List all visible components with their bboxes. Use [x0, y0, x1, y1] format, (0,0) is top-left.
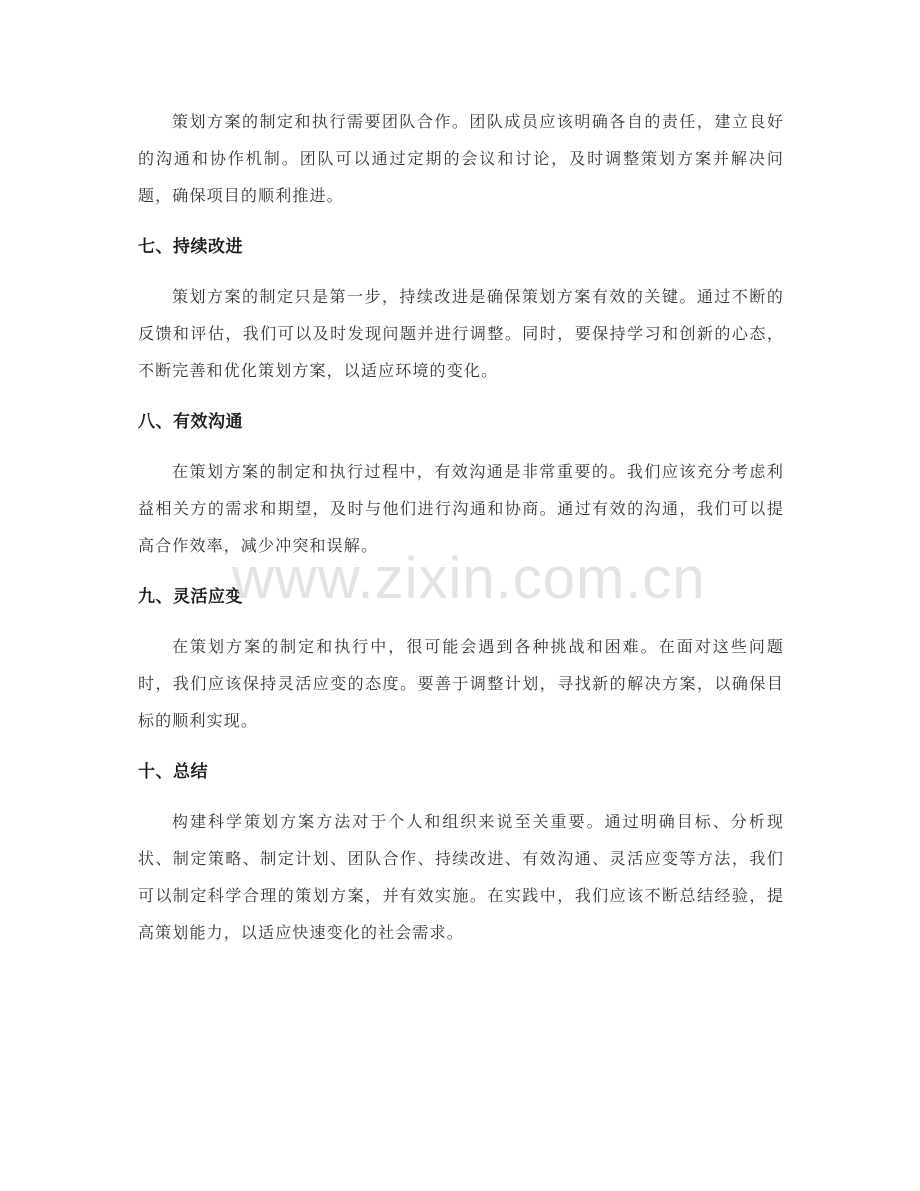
watermark: www.zixin.com.cn [232, 546, 706, 611]
paragraph-team-cooperation: 策划方案的制定和执行需要团队合作。团队成员应该明确各自的责任，建立良好的沟通和协作机制。团队可以通过定期的会议和讨论，及时调整策划方案并解决问题，确保项目的顺利推进。 [138, 112, 784, 205]
document-body [138, 103, 784, 951]
heading-summary: 十、总结 [138, 762, 208, 782]
paragraph-continuous-improvement: 策划方案的制定只是第一步，持续改进是确保策划方案有效的关键。通过不断的反馈和评估，我们可以及时发现问题并进行调整。同时，要保持学习和创新的心态，不断完善和优化策划方案，以适应环境的变化。 [138, 287, 784, 380]
paragraph-effective-communication: 在策划方案的制定和执行过程中，有效沟通是非常重要的。我们应该充分考虑利益相关方的需求和期望，及时与他们进行沟通和协商。通过有效的沟通，我们可以提高合作效率，减少冲突和误解。 [138, 462, 784, 555]
heading-continuous-improvement: 七、持续改进 [138, 237, 243, 257]
paragraph-flexible-response: 在策划方案的制定和执行中，很可能会遇到各种挑战和困难。在面对这些问题时，我们应该保持灵活应变的态度。要善于调整计划，寻找新的解决方案，以确保目标的顺利实现。 [138, 637, 784, 730]
heading-flexible-response: 九、灵活应变 [138, 587, 243, 607]
paragraph-summary: 构建科学策划方案方法对于个人和组织来说至关重要。通过明确目标、分析现状、制定策略、制定计划、团队合作、持续改进、有效沟通、灵活应变等方法，我们可以制定科学合理的策划方案，并有效实施。在实践中，我们应该不断总结经验，提高策划能力，以适应快速变化的社会需求。 [138, 812, 784, 942]
heading-effective-communication: 八、有效沟通 [138, 412, 243, 432]
